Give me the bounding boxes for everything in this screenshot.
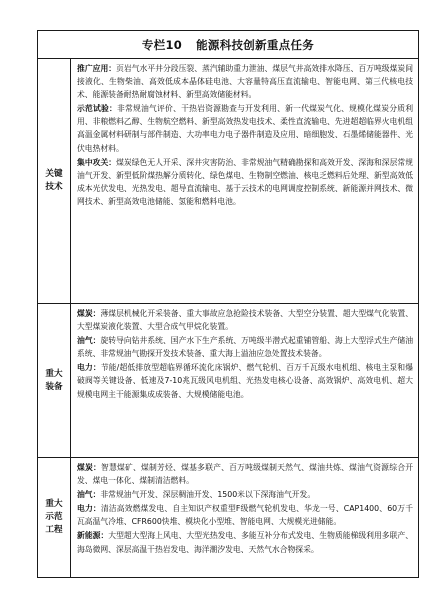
paragraph-head: 电力： xyxy=(77,504,101,514)
paragraph-text: 智慧煤矿、煤制芳烃、煤基多联产、百万吨级煤制天然气、煤油共炼、煤油气资源综合开发、煤电一体化、煤制清洁燃料。 xyxy=(77,463,413,486)
section-demonstration-projects xyxy=(38,458,418,577)
paragraph-head: 电力： xyxy=(77,363,101,373)
paragraph-head: 新能源： xyxy=(77,531,109,541)
paragraph-head: 煤炭： xyxy=(77,463,102,472)
box-title xyxy=(38,31,418,59)
section-major-equipment xyxy=(38,304,418,458)
paragraph-text: 大型超大型海上风电、大型光热发电、多能互补分布式发电、生物质能梯级利用多联产、海岛微网、深层高温干热岩发电、海洋潮汐发电、天然气水合物探采。 xyxy=(77,531,414,554)
paragraph-head: 煤炭： xyxy=(77,309,101,318)
paragraph-head: 油气： xyxy=(77,490,101,500)
paragraph-head: 集中攻关： xyxy=(77,157,117,167)
paragraph xyxy=(77,502,413,528)
paragraph-text: 旋转导向钻井系统、国产水下生产系统、万吨级半潜式起重铺管船、海上大型浮式生产储油系统、非常规油气勘探开发技术装备、重大海上溢油应急处置技术装备。 xyxy=(77,336,414,359)
paragraph-text: 非常规油气评价、干热岩资源勘查与开发利用、新一代煤炭气化、规模化煤炭分质利用、非粮燃料乙醇、生物航空燃料、新型高效热发电技术、柔性直流输电、先进超超临界火电机组高温金属材料研制与部件制造、大功率电力电子器件制造及应用、暗细胞发、石墨烯储能器件、光伏电热材料。 xyxy=(77,104,414,153)
paragraph-head: 油气： xyxy=(77,336,101,346)
paragraph xyxy=(77,461,413,487)
paragraph-text: 薄煤层机械化开采装备、重大事故应急抢险技术装备、大型空分装置、超大型煤气化装置、大型煤炭液化装置、大型合成气甲烷化装置。 xyxy=(77,309,414,332)
section-content xyxy=(71,59,418,303)
paragraph-text: 煤炭绿色无人开采、深井灾害防治、非常规油气精确勘探和高效开发、深海和深层常规油气开发、新型低阶煤热解分质转化、绿色煤电、生物制空燃油、核电乏燃料后处理、新型高效低成本光伏发电、光热发电、超导直流输电、基于云技术的电网调度控制系统、新能源并网技术、微网技术、新型高效电池储能、氢能和燃料电池。 xyxy=(77,157,414,206)
paragraph-head: 推广应用： xyxy=(77,64,117,73)
paragraph-head: 示范试验： xyxy=(77,104,118,114)
paragraph-text: 清洁高效燃煤发电、自主知识产权重型F级燃气轮机发电、华龙一号、CAP1400、60万千瓦高温气冷堆、CFR600快堆、模块化小型堆、智能电网、大规模光进储能。 xyxy=(77,504,414,527)
paragraph xyxy=(77,361,413,400)
paragraph xyxy=(77,307,413,333)
section-content xyxy=(71,304,418,457)
paragraph xyxy=(77,488,413,501)
paragraph xyxy=(77,102,413,154)
section-label: 重大示范工程 xyxy=(38,458,71,577)
section-key-technology xyxy=(38,59,418,304)
paragraph xyxy=(77,62,413,101)
section-content xyxy=(71,458,418,577)
paragraph-text: 非常规油气开发、深层稠油开发、1500米以下深海油气开发。 xyxy=(100,490,316,500)
section-label: 关键技术 xyxy=(38,59,71,303)
paragraph-text: 节能/超低排放型超临界循环流化床锅炉、燃气轮机、百万千瓦级水电机组、核电主泵和爆破阀等关键设备、低速及7-10兆瓦级风电机组、光热发电核心设备、高效锅炉、高效电机、超大规模电网主干能源集成成装备、大规模储能电池。 xyxy=(77,363,413,399)
paragraph-text: 页岩气水平井分段压裂、蒸汽辅助重力泄油、煤层气井高效排水降压、百万吨级煤炭间接液化、生物柴油、高效低成本晶体硅电池、大容量特高压直流输电、智能电网、第三代核电技术、能源装备耐热耐腐蚀材料、新型高效储能材料。 xyxy=(77,64,414,100)
section-label: 重大装备 xyxy=(38,304,71,457)
paragraph xyxy=(77,334,413,360)
paragraph xyxy=(77,156,413,208)
box-number: 专栏10 xyxy=(141,37,183,52)
paragraph xyxy=(77,529,413,555)
column-box xyxy=(37,30,419,578)
box-heading: 能源科技创新重点任务 xyxy=(196,37,315,52)
